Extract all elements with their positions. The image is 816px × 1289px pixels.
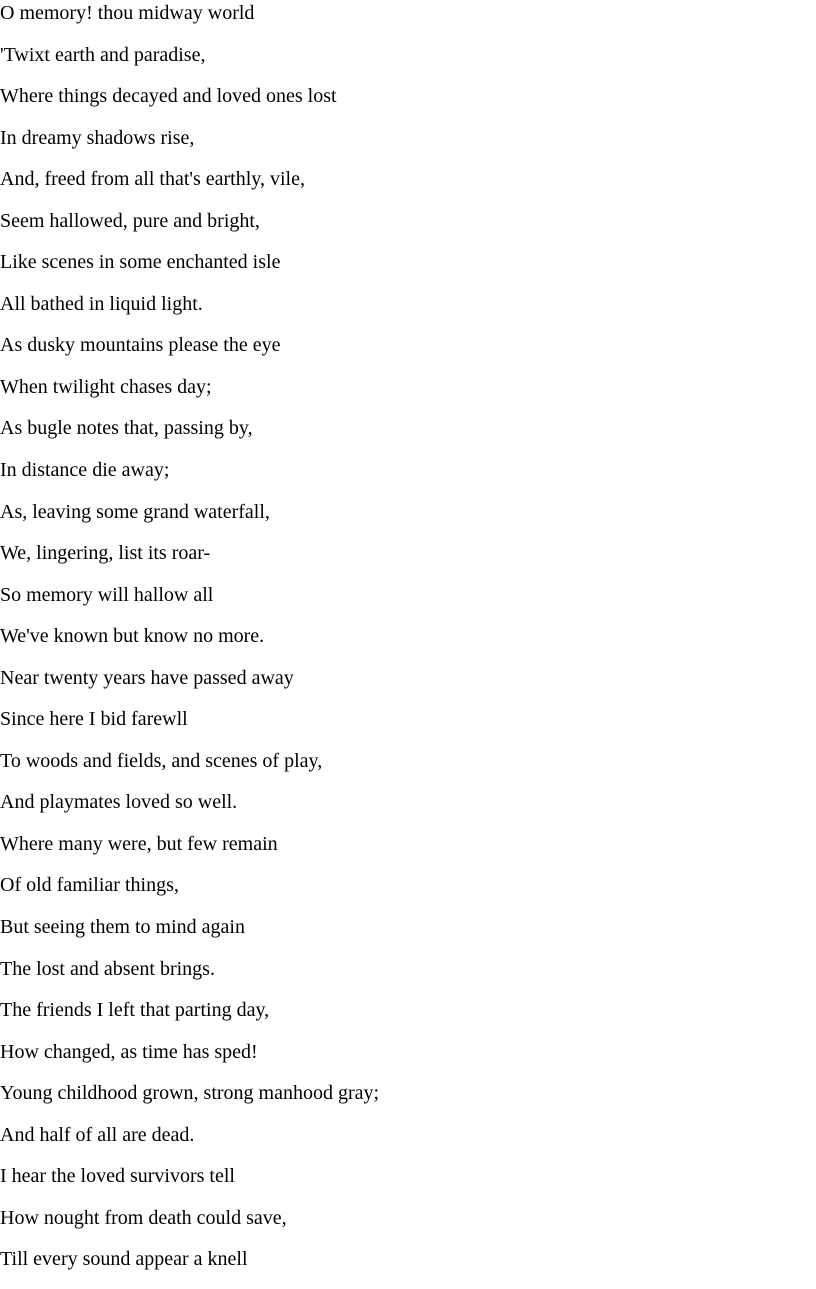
poem-line-6: Seem hallowed, pure and bright, [0, 209, 260, 232]
poem-line-23: But seeing them to mind again [0, 916, 245, 939]
poem-line-21: Where many were, but few remain [0, 832, 278, 855]
poem-line-16: We've known but know no more. [0, 625, 265, 648]
poem-line-25: The friends I left that parting day, [0, 999, 270, 1022]
poem-line-5: And, freed from all that's earthly, vile, [0, 168, 305, 191]
poem-line-8: All bathed in liquid light. [0, 292, 203, 315]
poem-line-18: Since here I bid farewll [0, 708, 188, 731]
poem-line-7: Like scenes in some enchanted isle [0, 251, 281, 274]
poem-line-10: When twilight chases day; [0, 375, 212, 398]
poem-line-3: Where things decayed and loved ones lost [0, 85, 337, 108]
poem-line-4: In dreamy shadows rise, [0, 126, 195, 149]
poem-line-15: So memory will hallow all [0, 583, 214, 606]
poem-line-27: Young childhood grown, strong manhood gray; [0, 1082, 380, 1105]
poem-line-1: O memory! thou midway world [0, 2, 255, 24]
poem-line-29: I hear the loved survivors tell [0, 1165, 235, 1188]
poem-line-11: As bugle notes that, passing by, [0, 417, 253, 440]
poem-line-13: As, leaving some grand waterfall, [0, 500, 270, 523]
poem-line-19: To woods and fields, and scenes of play, [0, 749, 323, 772]
poem-line-12: In distance die away; [0, 459, 170, 482]
poem-line-17: Near twenty years have passed away [0, 666, 294, 689]
poem-line-14: We, lingering, list its roar- [0, 542, 211, 565]
poem-line-26: How changed, as time has sped! [0, 1040, 258, 1063]
poem-line-9: As dusky mountains please the eye [0, 334, 281, 357]
poem-line-24: The lost and absent brings. [0, 957, 215, 980]
poem-line-28: And half of all are dead. [0, 1123, 195, 1146]
poem-line-2: 'Twixt earth and paradise, [0, 43, 206, 66]
poem-line-31: Till every sound appear a knell [0, 1248, 248, 1271]
poem-line-22: Of old familiar things, [0, 874, 179, 897]
poem-line-30: How nought from death could save, [0, 1206, 287, 1229]
poem-line-20: And playmates loved so well. [0, 791, 238, 814]
